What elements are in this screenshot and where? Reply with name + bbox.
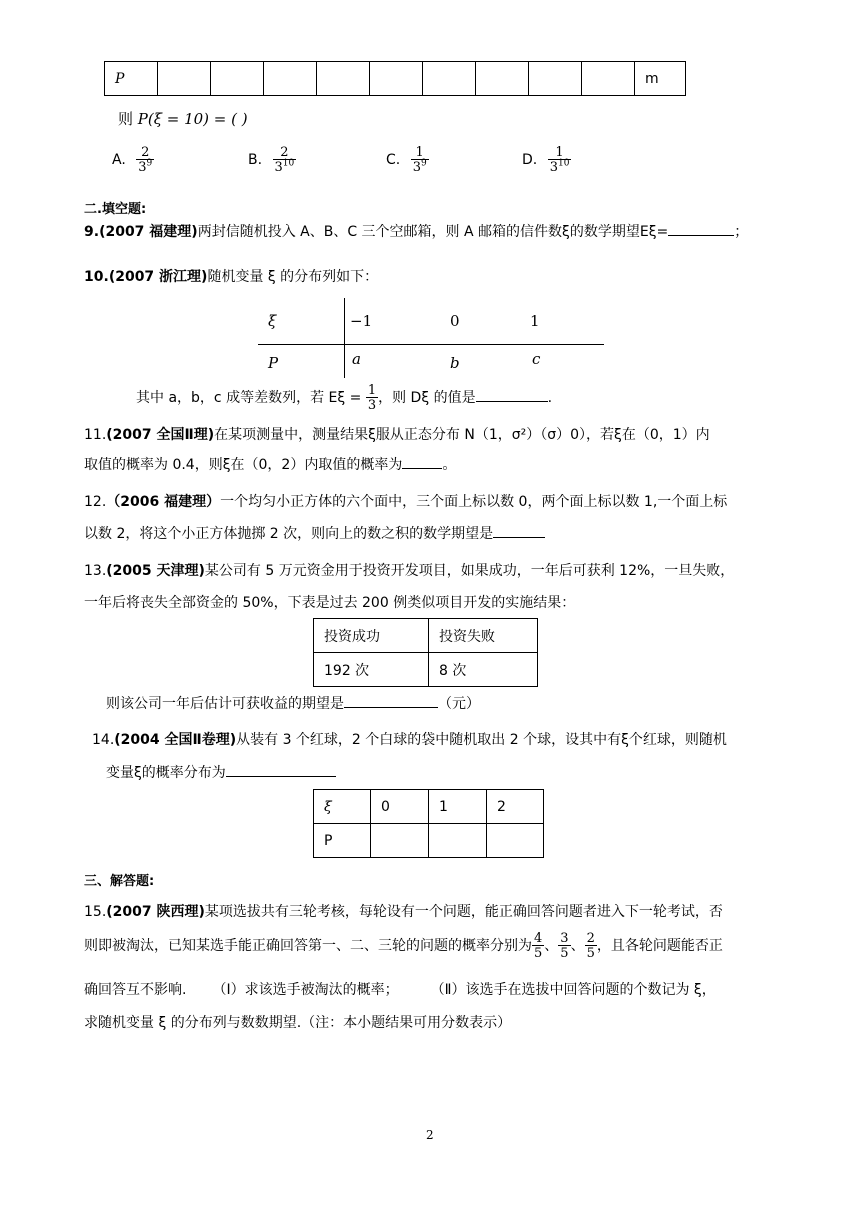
fraction-numerator: 1 — [367, 383, 377, 398]
question-number: 15. — [84, 904, 107, 920]
q8-option-a — [112, 146, 154, 174]
table-horizontal-rule — [258, 344, 604, 345]
den-exp: 9 — [146, 158, 153, 169]
table-header-p: P — [268, 354, 279, 372]
table-value: −1 — [350, 312, 373, 330]
table-cell: 8 次 — [429, 653, 538, 687]
separator: 、 — [570, 938, 585, 954]
question-source: (2007 浙江理) — [108, 269, 208, 285]
table-value: b — [450, 354, 460, 372]
q8-stem-prefix: 则 — [118, 110, 138, 128]
den-base: 3 — [138, 160, 147, 175]
answer-blank[interactable] — [402, 456, 442, 469]
q13-after — [106, 694, 480, 714]
q15-line3 — [84, 980, 716, 1000]
den-exp: 9 — [420, 158, 427, 169]
q15-line4 — [84, 1013, 511, 1033]
table-header: 投资成功 — [314, 619, 429, 653]
question-text: 以数 2，将这个小正方体抛掷 2 次，则向上的数之积的数学期望是 — [84, 526, 494, 542]
fraction-denominator — [136, 160, 154, 174]
distribution-table-top — [104, 61, 686, 96]
q8-stem — [118, 108, 248, 129]
question-text: 变量ξ的概率分布为 — [106, 765, 226, 781]
separator: 、 — [544, 938, 559, 954]
question-source: (2007 陕西理) — [106, 904, 205, 920]
question-text: 一年后将丧失全部资金的 50%，下表是过去 200 例类似项目开发的实施结果： — [84, 595, 576, 611]
question-text: 则即被淘汰，已知某选手能正确回答第一、二、三轮的问题的概率分别为 — [84, 938, 532, 954]
table-value: c — [532, 350, 541, 368]
question-number: 11. — [84, 427, 107, 443]
q8-stem-math: P(ξ = 10) = ( ) — [137, 110, 248, 128]
fraction-numerator: 2 — [273, 146, 297, 160]
fraction-denominator — [273, 160, 297, 174]
table-header: ξ — [314, 790, 371, 824]
table-cell[interactable] — [487, 824, 544, 858]
table-cell — [476, 62, 529, 96]
q8-option-c — [386, 146, 429, 174]
table-row-label: P — [105, 62, 158, 96]
q13-line2 — [84, 593, 575, 613]
q10 — [84, 267, 378, 287]
table-header: 2 — [487, 790, 544, 824]
fraction-numerator: 2 — [136, 146, 154, 160]
answer-blank[interactable] — [668, 223, 734, 236]
question-tail: （元） — [438, 696, 480, 712]
table-header-xi: ξ — [268, 312, 277, 330]
q8-option-b — [248, 146, 296, 174]
question-number: 9. — [84, 224, 100, 240]
question-text: 则该公司一年后估计可获收益的期望是 — [106, 696, 344, 712]
question-text: 求随机变量 ξ 的分布列与数数期望.（注：本小题结果可用分数表示） — [84, 1015, 512, 1031]
table-cell[interactable] — [429, 824, 487, 858]
table-value: 1 — [530, 312, 540, 330]
question-text: 确回答互不影响. — [84, 982, 187, 998]
option-fraction — [411, 146, 429, 174]
question-text: 一个均匀小正方体的六个面中，三个面上标以数 0，两个面上标以数 1,一个面上标 — [220, 494, 728, 510]
question-source: （2006 福建理） — [106, 494, 221, 510]
answer-blank[interactable] — [476, 389, 548, 402]
question-text: 随机变量 ξ 的分布列如下： — [207, 269, 379, 285]
fraction-numerator: 3 — [560, 931, 569, 946]
question-number: 10. — [84, 269, 109, 285]
q11-line2 — [84, 455, 456, 475]
option-fraction — [548, 146, 572, 174]
page-number: 2 — [426, 1128, 434, 1142]
fraction-numerator: 1 — [548, 146, 572, 160]
fraction-denominator: 5 — [560, 946, 569, 961]
q12-line2 — [84, 524, 545, 544]
table-cell: 192 次 — [314, 653, 429, 687]
table-cell — [211, 62, 264, 96]
option-letter: D. — [522, 152, 538, 168]
question-source: (2007 全国Ⅱ理) — [106, 427, 215, 443]
q8-option-d — [522, 146, 571, 174]
den-base: 3 — [412, 160, 421, 175]
probability-fraction — [532, 932, 544, 960]
q12-line1 — [84, 492, 727, 512]
table-cell — [370, 62, 423, 96]
section-heading-fill-in: 二.填空题: — [84, 202, 147, 217]
q13-line1 — [84, 561, 734, 581]
question-text: ，且各轮问题能否正 — [596, 938, 723, 954]
condition-fraction — [366, 384, 378, 412]
q14-line1 — [92, 730, 727, 750]
table-value: a — [352, 350, 361, 368]
condition-text-a: 其中 a，b，c 成等差数列，若 Eξ = — [136, 390, 362, 406]
table-cell — [582, 62, 635, 96]
table-cell[interactable] — [371, 824, 429, 858]
q13-results-table — [313, 618, 538, 687]
table-cell — [529, 62, 582, 96]
question-source: (2004 全国Ⅱ卷理) — [114, 732, 237, 748]
q10-condition — [136, 384, 552, 412]
fraction-numerator: 4 — [534, 931, 543, 946]
fraction-denominator: 3 — [367, 398, 377, 413]
question-text: 取值的概率为 0.4，则ξ在（0，2）内取值的概率为 — [84, 457, 403, 473]
table-cell — [317, 62, 370, 96]
table-cell — [158, 62, 211, 96]
table-cell-last: m — [635, 62, 686, 96]
question-text: 某项选拔共有三轮考核，每轮设有一个问题，能正确回答问题者进入下一轮考试，否 — [204, 904, 723, 920]
question-part-2: （Ⅱ）该选手在选拔中回答问题的个数记为 ξ， — [430, 982, 716, 998]
table-cell — [264, 62, 317, 96]
table-cell — [423, 62, 476, 96]
table-header: 1 — [429, 790, 487, 824]
table-vertical-rule — [344, 298, 345, 378]
question-number: 12. — [84, 494, 107, 510]
fraction-numerator: 1 — [411, 146, 429, 160]
probability-fraction — [585, 932, 597, 960]
fraction-numerator: 2 — [586, 931, 595, 946]
den-exp: 10 — [282, 158, 295, 169]
q11-line1 — [84, 425, 710, 445]
question-number: 14. — [92, 732, 115, 748]
question-text: 在某项测量中，测量结果ξ服从正态分布 N（1，σ²）（σ）0），若ξ在（0，1）内 — [214, 427, 710, 443]
section-heading-solve: 三、解答题: — [84, 874, 155, 889]
q15-line1 — [84, 902, 723, 922]
question-tail: ； — [734, 224, 749, 240]
option-letter: B. — [248, 152, 263, 168]
question-source: (2007 福建理) — [99, 224, 198, 240]
option-fraction — [136, 146, 154, 174]
table-header: 0 — [371, 790, 429, 824]
den-base: 3 — [549, 160, 558, 175]
option-letter: C. — [386, 152, 401, 168]
den-base: 3 — [274, 160, 283, 175]
condition-text-b: ，则 Dξ 的值是 — [378, 390, 476, 406]
table-cell: P — [314, 824, 371, 858]
answer-blank[interactable] — [493, 525, 545, 538]
den-exp: 10 — [557, 158, 570, 169]
table-value: 0 — [450, 312, 460, 330]
table-header: 投资失败 — [429, 619, 538, 653]
question-text: 某公司有 5 万元资金用于投资开发项目，如果成功，一年后可获利 12%，一旦失败， — [204, 563, 735, 579]
question-source: (2005 天津理) — [106, 563, 205, 579]
probability-fraction — [558, 932, 570, 960]
fraction-denominator — [411, 160, 429, 174]
question-part-1: （Ⅰ）求该选手被淘汰的概率； — [212, 982, 399, 998]
fraction-denominator — [548, 160, 572, 174]
q9 — [84, 222, 748, 242]
q15-line2 — [84, 932, 723, 960]
question-text: 两封信随机投入 A、B、C 三个空邮箱，则 A 邮箱的信件数ξ的数学期望Eξ= — [197, 224, 669, 240]
question-number: 13. — [84, 563, 107, 579]
fraction-denominator: 5 — [586, 946, 595, 961]
fraction-denominator: 5 — [534, 946, 543, 961]
answer-blank[interactable] — [344, 695, 438, 708]
q14-line2 — [106, 763, 336, 783]
option-fraction — [273, 146, 297, 174]
question-text: 从装有 3 个红球，2 个白球的袋中随机取出 2 个球，设其中有ξ个红球，则随机 — [236, 732, 727, 748]
question-tail: 。 — [442, 457, 457, 473]
answer-blank[interactable] — [226, 764, 336, 777]
question-tail: . — [547, 390, 553, 406]
option-letter: A. — [112, 152, 126, 168]
q14-distribution-table — [313, 789, 544, 858]
